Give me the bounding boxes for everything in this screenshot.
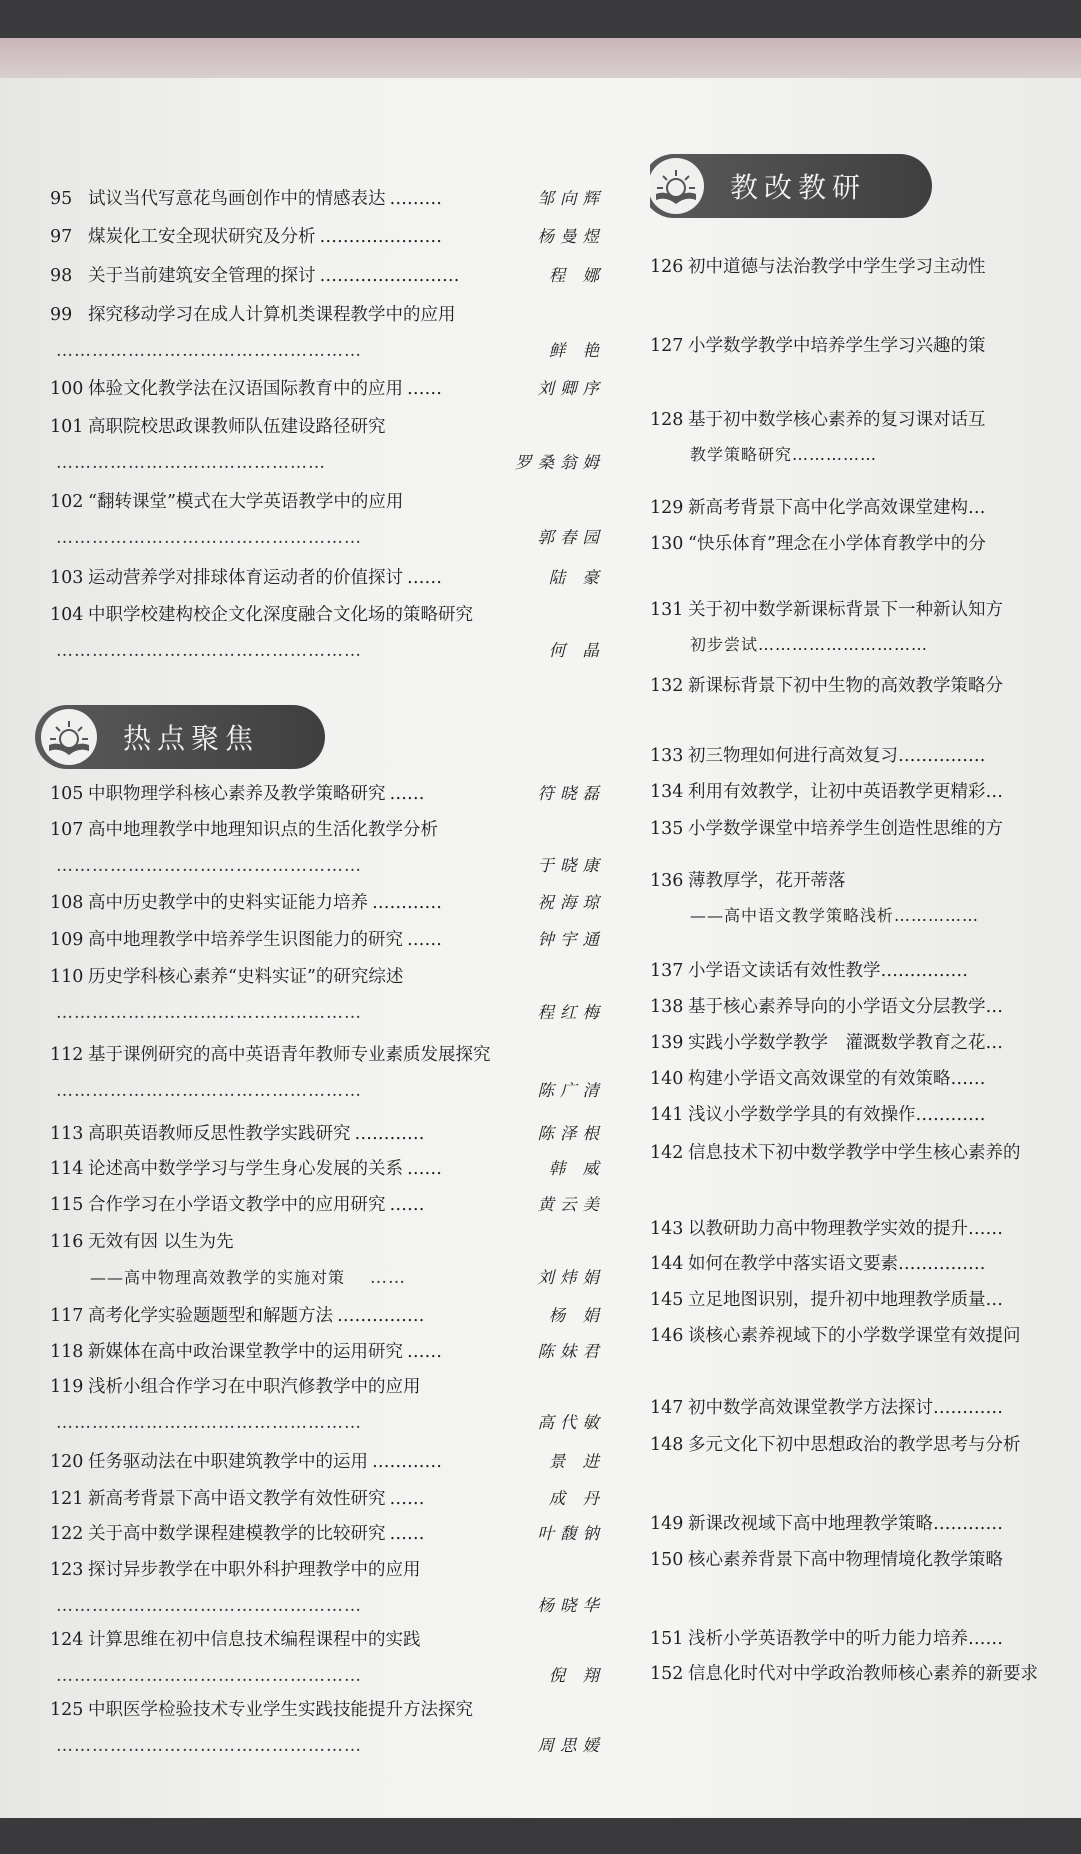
toc-entry-number: 113 (50, 1124, 84, 1144)
toc-entry-number: 97 (50, 227, 73, 247)
toc-entry (50, 304, 456, 326)
section-banner-hotspot (35, 705, 325, 769)
toc-entry-title: 构建小学语文高效课堂的有效策略…… (688, 1069, 986, 1089)
toc-entry (650, 1397, 1003, 1419)
toc-entry-title: 中职物理学科核心素养及教学策略研究 (88, 784, 386, 804)
toc-entry-author: 陈广清 (537, 1081, 605, 1100)
section-banner-reform (650, 154, 932, 218)
toc-entry-number: 115 (50, 1195, 84, 1215)
toc-entry-author: 黄云美 (537, 1195, 605, 1214)
toc-entry-title: 新高考背景下高中语文教学有效性研究 (88, 1489, 386, 1509)
toc-entry-title: 中职学校建构校企文化深度融合文化场的策略研究 (88, 605, 473, 625)
toc-entry (650, 745, 986, 767)
toc-entry-author: 杨曼煜 (537, 227, 605, 246)
toc-entry-title: 探究移动学习在成人计算机类课程教学中的应用 (88, 305, 456, 325)
toc-entry-author: 陈泽根 (537, 1124, 605, 1143)
toc-entry-number: 124 (50, 1630, 84, 1650)
toc-entry-title: 小学数学教学中培养学生学习兴趣的策 (688, 336, 986, 356)
toc-entry-author: 陆 豪 (548, 568, 605, 587)
toc-entry-author: 程红梅 (537, 1003, 605, 1022)
toc-leader-dots: …………………… (319, 266, 460, 286)
toc-entry-title: 无效有因 以生为先 (88, 1232, 234, 1252)
toc-entry (650, 960, 968, 982)
toc-entry (50, 1044, 491, 1066)
toc-entry-author: 韩 威 (548, 1159, 605, 1178)
toc-entry-number: 151 (650, 1629, 684, 1649)
toc-entry-title: 浅析小学英语教学中的听力能力培养…… (688, 1629, 1003, 1649)
toc-leader-dots: …… (389, 784, 425, 804)
toc-entry-title: 体验文化教学法在汉语国际教育中的应用 (88, 379, 403, 399)
toc-entry-title: 试议当代写意花鸟画创作中的情感表达 (88, 189, 386, 209)
toc-entry (650, 533, 986, 555)
toc-entry-title: 合作学习在小学语文教学中的应用研究 (88, 1195, 386, 1215)
toc-entry (650, 1142, 1021, 1164)
toc-leader-dots: …………………………………………… (56, 1003, 362, 1023)
toc-entry (50, 1158, 442, 1180)
toc-entry-number: 138 (650, 997, 684, 1017)
toc-entry (650, 1104, 986, 1126)
toc-entry-author: 鲜 艳 (548, 341, 605, 360)
toc-entry (650, 781, 1003, 803)
toc-leader-dots: …………………………………………… (56, 528, 362, 548)
toc-entry-title: 基于核心素养导向的小学语文分层教学… (688, 997, 1003, 1017)
sunrise-book-icon (41, 709, 97, 765)
toc-entry-title: 关于当前建筑安全管理的探讨 (88, 266, 316, 286)
toc-entry-subtitle: 初步尝试………………………… (690, 635, 929, 654)
toc-entry-author: 程 娜 (548, 266, 605, 285)
toc-entry-title: 新课标背景下初中生物的高效教学策略分 (688, 676, 1003, 696)
toc-entry (650, 675, 1003, 697)
toc-entry-title: 初中道德与法治教学中学生学习主动性 (688, 257, 986, 277)
toc-entry (650, 1434, 1021, 1456)
toc-entry-title: 立足地图识别，提升初中地理教学质量… (688, 1290, 1003, 1310)
toc-entry-number: 102 (50, 492, 84, 512)
toc-entry (50, 416, 386, 438)
toc-entry (50, 1488, 425, 1510)
toc-entry-author: 刘炜娟 (537, 1268, 605, 1287)
toc-leader-dots: ……………………………………… (56, 453, 326, 473)
toc-entry (50, 1194, 425, 1216)
toc-entry (50, 1231, 234, 1253)
toc-entry-title: 信息化时代对中学政治教师核心素养的新要求 (688, 1664, 1038, 1684)
section-title-reform: 教改教研 (730, 171, 867, 204)
toc-entry-number: 105 (50, 784, 84, 804)
toc-entry-number: 140 (650, 1069, 684, 1089)
toc-entry-title: 薄教厚学，花开蒂落 (688, 871, 846, 891)
toc-entry-number: 150 (650, 1550, 684, 1570)
toc-entry-title: 信息技术下初中数学教学中学生核心素养的 (688, 1143, 1021, 1163)
toc-entry-author: 叶馥钠 (537, 1524, 605, 1543)
toc-entry (50, 604, 473, 626)
toc-entry-number: 152 (650, 1664, 684, 1684)
toc-leader-dots: ………… (372, 1452, 442, 1472)
toc-entry-title: 浅析小组合作学习在中职汽修教学中的应用 (88, 1377, 421, 1397)
toc-entry-title: 新高考背景下高中化学高效课堂建构… (688, 498, 986, 518)
toc-entry-number: 112 (50, 1045, 84, 1065)
toc-entry-number: 121 (50, 1489, 84, 1509)
toc-entry-number: 125 (50, 1700, 84, 1720)
toc-entry (650, 1549, 1003, 1571)
toc-entry-title: 中职医学检验技术专业学生实践技能提升方法探究 (88, 1700, 473, 1720)
toc-leader-dots: …… (389, 1489, 425, 1509)
toc-entry-number: 100 (50, 379, 84, 399)
toc-entry-number: 145 (650, 1290, 684, 1310)
toc-entry (50, 1305, 425, 1327)
toc-entry-author: 郭春园 (537, 528, 605, 547)
toc-entry-number: 133 (650, 746, 684, 766)
toc-entry-number: 127 (650, 336, 684, 356)
toc-entry-author: 高代敏 (537, 1413, 605, 1432)
toc-entry-number: 134 (650, 782, 684, 802)
toc-entry (650, 497, 986, 519)
toc-entry-title: 如何在教学中落实语文要素…………… (688, 1254, 986, 1274)
toc-leader-dots: …… (407, 1159, 442, 1179)
toc-entry-title: 高中地理教学中地理知识点的生活化教学分析 (88, 820, 438, 840)
toc-entry-title: 小学数学课堂中培养学生创造性思维的方 (688, 819, 1003, 839)
toc-entry-subtitle: 教学策略研究…………… (690, 445, 878, 464)
toc-entry (50, 1451, 442, 1473)
toc-entry-number: 146 (650, 1326, 684, 1346)
toc-entry (650, 1513, 1003, 1535)
toc-entry-subtitle: ——高中物理高效教学的实施对策 (90, 1268, 346, 1287)
toc-entry-author: 陈妹君 (537, 1342, 605, 1361)
toc-entry-number: 119 (50, 1377, 84, 1397)
toc-entry (650, 1068, 986, 1090)
toc-entry-number: 104 (50, 605, 84, 625)
toc-entry-number: 117 (50, 1306, 84, 1326)
toc-entry-number: 118 (50, 1342, 84, 1362)
toc-entry-title: 高职院校思政课教师队伍建设路径研究 (88, 417, 386, 437)
toc-entry (50, 378, 442, 400)
toc-entry-number: 141 (650, 1105, 684, 1125)
toc-entry-title: 高中历史教学中的史料实证能力培养 (88, 893, 368, 913)
toc-entry-number: 116 (50, 1232, 84, 1252)
toc-entry-title: 运动营养学对排球体育运动者的价值探讨 (88, 568, 403, 588)
toc-entry-title: 煤炭化工安全现状研究及分析 (88, 227, 316, 247)
toc-entry-number: 131 (650, 600, 684, 620)
toc-leader-dots: ………… (372, 893, 442, 913)
toc-leader-dots: …… (389, 1524, 425, 1544)
toc-entry-author: 邹向辉 (537, 189, 605, 208)
toc-entry (650, 870, 846, 892)
toc-entry-author: 何 晶 (548, 641, 605, 660)
toc-entry-title: 新媒体在高中政治课堂教学中的运用研究 (88, 1342, 403, 1362)
toc-entry-title: 高考化学实验题题型和解题方法 (88, 1306, 333, 1326)
toc-entry (650, 409, 986, 431)
toc-entry (50, 1341, 442, 1363)
toc-entry (650, 599, 1003, 621)
toc-entry-title: 小学语文读话有效性教学…………… (688, 961, 968, 981)
toc-entry (50, 783, 425, 805)
toc-entry (50, 1699, 473, 1721)
toc-entry-subtitle: ——高中语文教学策略浅析…………… (690, 906, 980, 925)
right-column (650, 38, 1081, 1818)
toc-entry-author: 罗桑翁姆 (515, 453, 605, 472)
toc-entry (650, 1663, 1038, 1685)
toc-leader-dots: ……… (389, 189, 442, 209)
toc-entry-number: 123 (50, 1560, 84, 1580)
toc-entry-number: 109 (50, 930, 84, 950)
toc-entry-number: 101 (50, 417, 84, 437)
toc-entry-number: 147 (650, 1398, 684, 1418)
toc-entry (50, 491, 403, 513)
toc-entry-number: 114 (50, 1159, 84, 1179)
toc-entry-title: 基于课例研究的高中英语青年教师专业素质发展探究 (88, 1045, 491, 1065)
toc-entry (50, 819, 438, 841)
toc-leader-dots: …… (407, 379, 442, 399)
toc-leader-dots: ………… (354, 1124, 425, 1144)
sunrise-book-icon (650, 158, 704, 214)
toc-entry-title: 关于高中数学课程建模教学的比较研究 (88, 1524, 386, 1544)
toc-entry-author: 祝海琼 (537, 893, 605, 912)
toc-entry-title: 基于初中数学核心素养的复习课对话互 (688, 410, 986, 430)
toc-entry-number: 135 (650, 819, 684, 839)
toc-entry (50, 226, 442, 248)
toc-leader-dots: …………… (337, 1306, 425, 1326)
toc-entry (650, 256, 986, 278)
toc-entry-number: 95 (50, 189, 73, 209)
toc-entry-number: 98 (50, 266, 73, 286)
toc-entry (50, 1123, 425, 1145)
toc-entry (650, 1628, 1003, 1650)
toc-entry (50, 188, 442, 210)
toc-entry (650, 1253, 986, 1275)
toc-entry-number: 139 (650, 1033, 684, 1053)
toc-leader-dots: …………………………………………… (56, 1596, 362, 1616)
toc-entry (650, 1032, 1003, 1054)
toc-leader-dots: …… (407, 1342, 442, 1362)
toc-entry-title: 核心素养背景下高中物理情境化教学策略 (688, 1550, 1003, 1570)
toc-leader-dots: …… (389, 1195, 425, 1215)
toc-entry (50, 265, 460, 287)
toc-entry-number: 142 (650, 1143, 684, 1163)
toc-entry-title: 初三物理如何进行高效复习…………… (688, 746, 986, 766)
toc-entry-title: 高中地理教学中培养学生识图能力的研究 (88, 930, 403, 950)
toc-entry-title: 谈核心素养视域下的小学数学课堂有效提问 (688, 1326, 1021, 1346)
toc-entry-title: 浅议小学数学学具的有效操作………… (688, 1105, 986, 1125)
toc-entry-author: 符晓磊 (537, 784, 605, 803)
toc-entry (50, 892, 442, 914)
toc-entry-number: 130 (650, 534, 684, 554)
toc-entry (50, 1376, 421, 1398)
toc-entry-author: 刘卿序 (537, 379, 605, 398)
toc-entry-title: 历史学科核心素养“史料实证”的研究综述 (88, 967, 404, 987)
toc-entry-title: 多元文化下初中思想政治的教学思考与分析 (688, 1435, 1021, 1455)
toc-entry (50, 966, 403, 988)
toc-entry-number: 148 (650, 1435, 684, 1455)
toc-entry (50, 1523, 425, 1545)
toc-entry-author: 成 丹 (548, 1489, 605, 1508)
toc-entry-number: 129 (650, 498, 684, 518)
toc-leader-dots: …………………………………………… (56, 856, 362, 876)
toc-entry-number: 122 (50, 1524, 84, 1544)
toc-entry (650, 996, 1003, 1018)
toc-entry-number: 137 (650, 961, 684, 981)
toc-entry-number: 132 (650, 676, 684, 696)
toc-entry (650, 1325, 1021, 1347)
toc-entry-author: 周思媛 (537, 1736, 605, 1755)
toc-leader-dots: …………………………………………… (56, 1736, 362, 1756)
toc-entry-number: 99 (50, 305, 73, 325)
toc-entry-number: 120 (50, 1452, 84, 1472)
toc-entry-title: 利用有效教学，让初中英语教学更精彩… (688, 782, 1003, 802)
toc-leader-dots: …………………………………………… (56, 641, 362, 661)
toc-entry (50, 567, 442, 589)
toc-entry-title: 初中数学高效课堂教学方法探讨………… (688, 1398, 1003, 1418)
toc-entry-title: 高职英语教师反思性教学实践研究 (88, 1124, 351, 1144)
toc-leader-dots: …… (370, 1268, 406, 1288)
toc-leader-dots: …… (407, 930, 442, 950)
toc-entry-number: 126 (650, 257, 684, 277)
toc-entry-title: 实践小学数学教学 灌溉数学教育之花… (688, 1033, 1003, 1053)
toc-leader-dots: ………………… (319, 227, 442, 247)
toc-entry-title: “翻转课堂”模式在大学英语教学中的应用 (88, 492, 404, 512)
toc-entry-author: 杨晓华 (537, 1596, 605, 1615)
toc-entry-title: “快乐体育”理念在小学体育教学中的分 (688, 534, 986, 554)
toc-entry-title: 新课改视域下高中地理教学策略………… (688, 1514, 1003, 1534)
toc-entry (650, 1218, 1003, 1240)
toc-entry-author: 杨 娟 (548, 1306, 605, 1325)
toc-entry-title: 以教研助力高中物理教学实效的提升…… (688, 1219, 1003, 1239)
toc-entry (50, 929, 442, 951)
toc-entry-title: 关于初中数学新课标背景下一种新认知方 (688, 600, 1003, 620)
toc-entry (650, 1289, 1003, 1311)
toc-entry-number: 136 (650, 871, 684, 891)
toc-entry-number: 149 (650, 1514, 684, 1534)
toc-entry-title: 任务驱动法在中职建筑教学中的运用 (88, 1452, 368, 1472)
toc-entry-title: 论述高中数学学习与学生身心发展的关系 (88, 1159, 403, 1179)
toc-entry-number: 144 (650, 1254, 684, 1274)
left-column (50, 38, 605, 1818)
toc-entry (50, 1559, 421, 1581)
toc-leader-dots: …………………………………………… (56, 1666, 362, 1686)
toc-entry-number: 110 (50, 967, 84, 987)
toc-entry (650, 335, 986, 357)
toc-entry-title: 探讨异步教学在中职外科护理教学中的应用 (88, 1560, 421, 1580)
toc-entry-author: 于晓康 (537, 856, 605, 875)
toc-entry-number: 107 (50, 820, 84, 840)
toc-entry-number: 143 (650, 1219, 684, 1239)
toc-leader-dots: …………………………………………… (56, 341, 362, 361)
toc-entry-author: 景 进 (548, 1452, 605, 1471)
toc-entry-number: 103 (50, 568, 84, 588)
toc-entry-author: 倪 翔 (548, 1666, 605, 1685)
toc-entry (650, 818, 1003, 840)
magazine-page (0, 38, 1081, 1818)
toc-leader-dots: …………………………………………… (56, 1081, 362, 1101)
toc-entry-author: 钟宇通 (537, 930, 605, 949)
toc-entry-number: 108 (50, 893, 84, 913)
toc-entry-title: 计算思维在初中信息技术编程课程中的实践 (88, 1630, 421, 1650)
toc-leader-dots: …………………………………………… (56, 1413, 362, 1433)
toc-entry-number: 128 (650, 410, 684, 430)
section-title-hotspot: 热点聚焦 (123, 722, 260, 755)
toc-entry (50, 1629, 421, 1651)
toc-leader-dots: …… (407, 568, 442, 588)
